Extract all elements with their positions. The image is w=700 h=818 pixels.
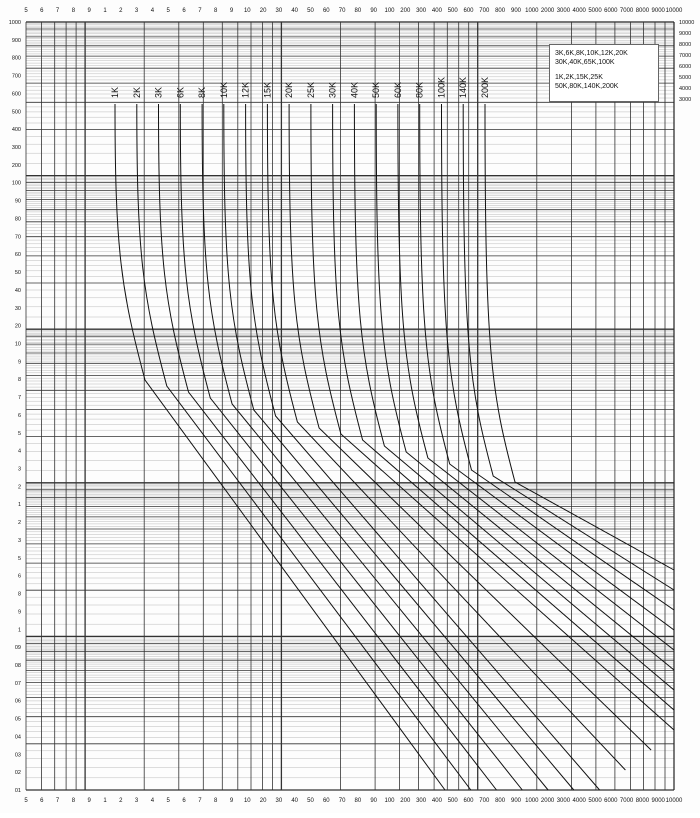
- x-tick-label-top: 3000: [556, 8, 571, 14]
- legend-line: 30K,40K,65K,100K: [555, 59, 615, 66]
- y-tick-label-left: 2: [17, 484, 21, 491]
- x-tick-label-bottom: 3: [134, 798, 139, 804]
- x-tick-label-bottom: 90: [370, 798, 378, 804]
- x-tick-label-top: 7: [55, 8, 60, 14]
- x-tick-label-bottom: 1000: [525, 798, 539, 804]
- curve-label: 3K: [153, 86, 164, 98]
- y-tick-label-left: 02: [14, 770, 21, 777]
- y-tick-label-left: 06: [14, 698, 21, 705]
- legend-line: 1K,2K,15K,25K: [555, 74, 603, 81]
- y-tick-label-left: 300: [11, 145, 21, 151]
- x-tick-label-top: 700: [479, 8, 490, 14]
- x-tick-label-top: 8: [71, 8, 76, 14]
- x-tick-label-top: 800: [495, 8, 506, 14]
- x-tick-label-bottom: 4000: [572, 798, 586, 804]
- y-tick-label-left: 7: [17, 395, 21, 402]
- curve-label: 60K: [392, 81, 403, 98]
- curve-line: [333, 104, 674, 710]
- x-tick-label-top: 20: [259, 8, 267, 14]
- x-tick-label-bottom: 900: [510, 798, 522, 804]
- y-tick-label-left: 6: [17, 412, 21, 419]
- x-tick-label-top: 90: [370, 8, 378, 14]
- x-tick-label-top: 500: [447, 8, 458, 14]
- x-tick-label-bottom: 50: [307, 798, 314, 804]
- curve-label: 30K: [327, 81, 338, 98]
- x-tick-label-bottom: 4: [150, 798, 155, 804]
- x-tick-label-top: 1000: [525, 8, 539, 14]
- y-tick-label-left: 05: [14, 716, 21, 723]
- y-tick-label-right: 6000: [679, 64, 692, 70]
- x-tick-label-bottom: 600: [463, 798, 474, 804]
- x-tick-label-top: 2000: [540, 8, 555, 14]
- x-tick-label-bottom: 20: [259, 798, 267, 804]
- y-tick-label-right: 4000: [679, 86, 692, 92]
- x-tick-label-top: 9: [229, 8, 234, 14]
- x-tick-label-bottom: 5: [166, 798, 170, 804]
- y-tick-label-left: 8: [17, 377, 21, 384]
- x-tick-label-top: 8: [214, 8, 218, 14]
- y-tick-label-left: 400: [11, 127, 21, 134]
- curve-series: [115, 104, 674, 790]
- y-tick-label-left: 10: [14, 341, 21, 348]
- x-tick-label-top: 9: [87, 8, 91, 14]
- x-tick-label-top: 7: [198, 8, 202, 14]
- x-tick-label-bottom: 30: [275, 798, 283, 804]
- y-tick-label-left: 1: [17, 502, 21, 509]
- x-tick-label-top: 4: [150, 8, 155, 14]
- y-tick-label-right: 3000: [679, 97, 692, 103]
- curve-label: 140K: [458, 76, 469, 98]
- x-tick-label-bottom: 80: [354, 798, 362, 804]
- x-tick-label-bottom: 5: [24, 798, 28, 804]
- x-tick-label-top: 6000: [604, 8, 618, 14]
- curve-line: [246, 104, 600, 790]
- x-tick-label-bottom: 2: [119, 798, 123, 804]
- curve-label: 20K: [284, 81, 295, 98]
- x-tick-label-bottom: 500: [447, 798, 458, 804]
- y-tick-label-left: 40: [14, 287, 21, 294]
- legend-line: 50K,80K,140K,200K: [555, 83, 619, 90]
- x-tick-label-bottom: 300: [416, 798, 427, 804]
- x-tick-label-top: 6: [40, 8, 44, 14]
- y-tick-label-left: 50: [14, 270, 21, 276]
- x-tick-label-bottom: 7: [55, 798, 60, 804]
- grid-major: [26, 22, 674, 790]
- y-tick-label-left: 5: [17, 430, 21, 437]
- y-tick-label-left: 07: [14, 680, 21, 687]
- x-tick-label-bottom: 2000: [540, 798, 555, 804]
- x-tick-label-bottom: 70: [338, 798, 346, 804]
- legend: [549, 44, 659, 102]
- x-tick-label-bottom: 6: [182, 798, 186, 804]
- x-tick-label-top: 3: [134, 8, 139, 14]
- curve-label: 6K: [175, 86, 186, 98]
- y-tick-label-left: 09: [14, 645, 21, 652]
- x-tick-label-bottom: 3000: [556, 798, 571, 804]
- y-tick-label-left: 2: [17, 520, 21, 527]
- x-tick-label-bottom: 100: [384, 798, 395, 804]
- x-tick-label-top: 6: [182, 8, 186, 14]
- y-tick-label-left: 600: [11, 91, 21, 98]
- x-axis-bottom-ticks: [24, 798, 683, 804]
- curve-label: 10K: [218, 81, 229, 98]
- x-tick-label-top: 50: [307, 8, 314, 14]
- y-tick-label-left: 08: [14, 663, 21, 669]
- x-tick-label-top: 10: [243, 8, 251, 14]
- x-tick-label-top: 1: [103, 8, 107, 14]
- x-tick-label-top: 4000: [572, 8, 586, 14]
- curve-label: 100K: [436, 76, 447, 98]
- x-tick-label-bottom: 8: [214, 798, 218, 804]
- y-tick-label-left: 8: [17, 591, 21, 598]
- x-tick-label-top: 200: [400, 8, 411, 14]
- y-tick-label-left: 4: [17, 448, 21, 455]
- curve-label: 15K: [262, 81, 273, 98]
- x-tick-label-bottom: 6000: [604, 798, 618, 804]
- x-tick-label-top: 300: [416, 8, 427, 14]
- curve-line: [115, 104, 445, 790]
- curve-label: 50K: [371, 81, 382, 98]
- x-tick-label-bottom: 10000: [665, 798, 683, 804]
- x-tick-label-top: 60: [322, 8, 330, 14]
- curve-line: [159, 104, 497, 790]
- x-tick-label-top: 7000: [619, 8, 634, 14]
- x-tick-label-bottom: 10: [243, 798, 251, 804]
- y-tick-label-right: 8000: [679, 42, 692, 48]
- x-tick-label-top: 900: [510, 8, 522, 14]
- curve-line: [354, 104, 674, 690]
- curve-labels: [110, 77, 490, 98]
- curve-line: [485, 104, 674, 570]
- y-tick-label-left: 5: [17, 555, 21, 562]
- x-tick-label-top: 600: [463, 8, 474, 14]
- x-tick-label-bottom: 6: [40, 798, 44, 804]
- x-tick-label-top: 5: [24, 8, 28, 14]
- y-tick-label-left: 90: [14, 198, 21, 205]
- curve-label: 1K: [110, 86, 120, 98]
- x-tick-label-top: 9000: [651, 8, 665, 14]
- x-tick-label-top: 5: [166, 8, 170, 14]
- x-tick-label-bottom: 700: [479, 798, 490, 804]
- y-tick-label-left: 800: [11, 55, 21, 62]
- x-tick-label-bottom: 7000: [619, 798, 634, 804]
- x-tick-label-bottom: 9000: [651, 798, 665, 804]
- y-tick-label-left: 200: [11, 162, 21, 169]
- y-axis-left-ticks: [9, 20, 21, 794]
- y-tick-label-right: 7000: [679, 53, 692, 59]
- x-tick-label-top: 80: [354, 8, 362, 14]
- curve-label: 200K: [480, 76, 490, 98]
- x-tick-label-bottom: 40: [291, 798, 299, 804]
- curve-label: 8K: [197, 86, 208, 98]
- curve-label: 25K: [305, 81, 316, 98]
- legend-line: 3K,6K,8K,10K,12K,20K: [555, 50, 628, 57]
- y-tick-label-left: 01: [14, 788, 21, 794]
- y-tick-label-left: 1000: [8, 20, 21, 26]
- y-tick-label-left: 04: [14, 734, 21, 741]
- x-tick-label-top: 8000: [635, 8, 650, 14]
- x-tick-label-top: 100: [384, 8, 395, 14]
- y-tick-label-left: 9: [17, 359, 21, 366]
- x-tick-label-top: 5000: [588, 8, 602, 14]
- x-tick-label-top: 40: [291, 8, 299, 14]
- y-tick-label-left: 80: [14, 216, 21, 223]
- x-tick-label-bottom: 800: [495, 798, 506, 804]
- x-tick-label-bottom: 60: [322, 798, 330, 804]
- x-tick-label-top: 2: [119, 8, 123, 14]
- y-tick-label-left: 900: [11, 37, 21, 44]
- y-tick-label-left: 3: [17, 538, 21, 544]
- curve-label: 40K: [349, 81, 360, 98]
- x-tick-label-bottom: 400: [431, 798, 442, 804]
- y-tick-label-left: 1: [17, 627, 21, 634]
- x-tick-label-bottom: 7: [198, 798, 202, 804]
- x-tick-label-top: 30: [275, 8, 283, 14]
- x-tick-label-bottom: 9: [229, 798, 234, 804]
- x-tick-label-bottom: 8000: [635, 798, 650, 804]
- y-axis-right-ticks: [679, 20, 694, 103]
- y-tick-label-left: 60: [14, 252, 21, 259]
- grid-minor: [26, 23, 674, 778]
- y-tick-label-left: 70: [14, 234, 21, 241]
- y-tick-label-left: 20: [14, 323, 21, 330]
- x-tick-label-bottom: 1: [103, 798, 107, 804]
- y-tick-label-left: 30: [14, 305, 21, 312]
- curve-label: 2K: [131, 86, 142, 98]
- y-tick-label-left: 500: [11, 109, 21, 116]
- x-tick-label-top: 10000: [665, 8, 683, 14]
- curve-label: 12K: [240, 81, 251, 98]
- curve-label: 80K: [414, 81, 425, 98]
- y-tick-label-right: 9000: [679, 31, 692, 37]
- y-tick-label-left: 03: [14, 752, 21, 759]
- x-tick-label-bottom: 200: [400, 798, 411, 804]
- y-tick-label-left: 700: [11, 73, 21, 80]
- x-tick-label-bottom: 9: [87, 798, 91, 804]
- y-tick-label-left: 100: [11, 180, 21, 187]
- y-tick-label-right: 10000: [679, 20, 695, 26]
- x-tick-label-bottom: 8: [71, 798, 76, 804]
- y-tick-label-left: 6: [17, 573, 21, 580]
- x-tick-label-bottom: 5000: [588, 798, 602, 804]
- x-axis-top-ticks: [24, 8, 683, 14]
- x-tick-label-top: 70: [338, 8, 346, 14]
- x-tick-label-top: 400: [431, 8, 442, 14]
- y-tick-label-right: 5000: [679, 75, 692, 81]
- y-tick-label-left: 9: [17, 609, 21, 616]
- y-tick-label-left: 3: [17, 466, 21, 473]
